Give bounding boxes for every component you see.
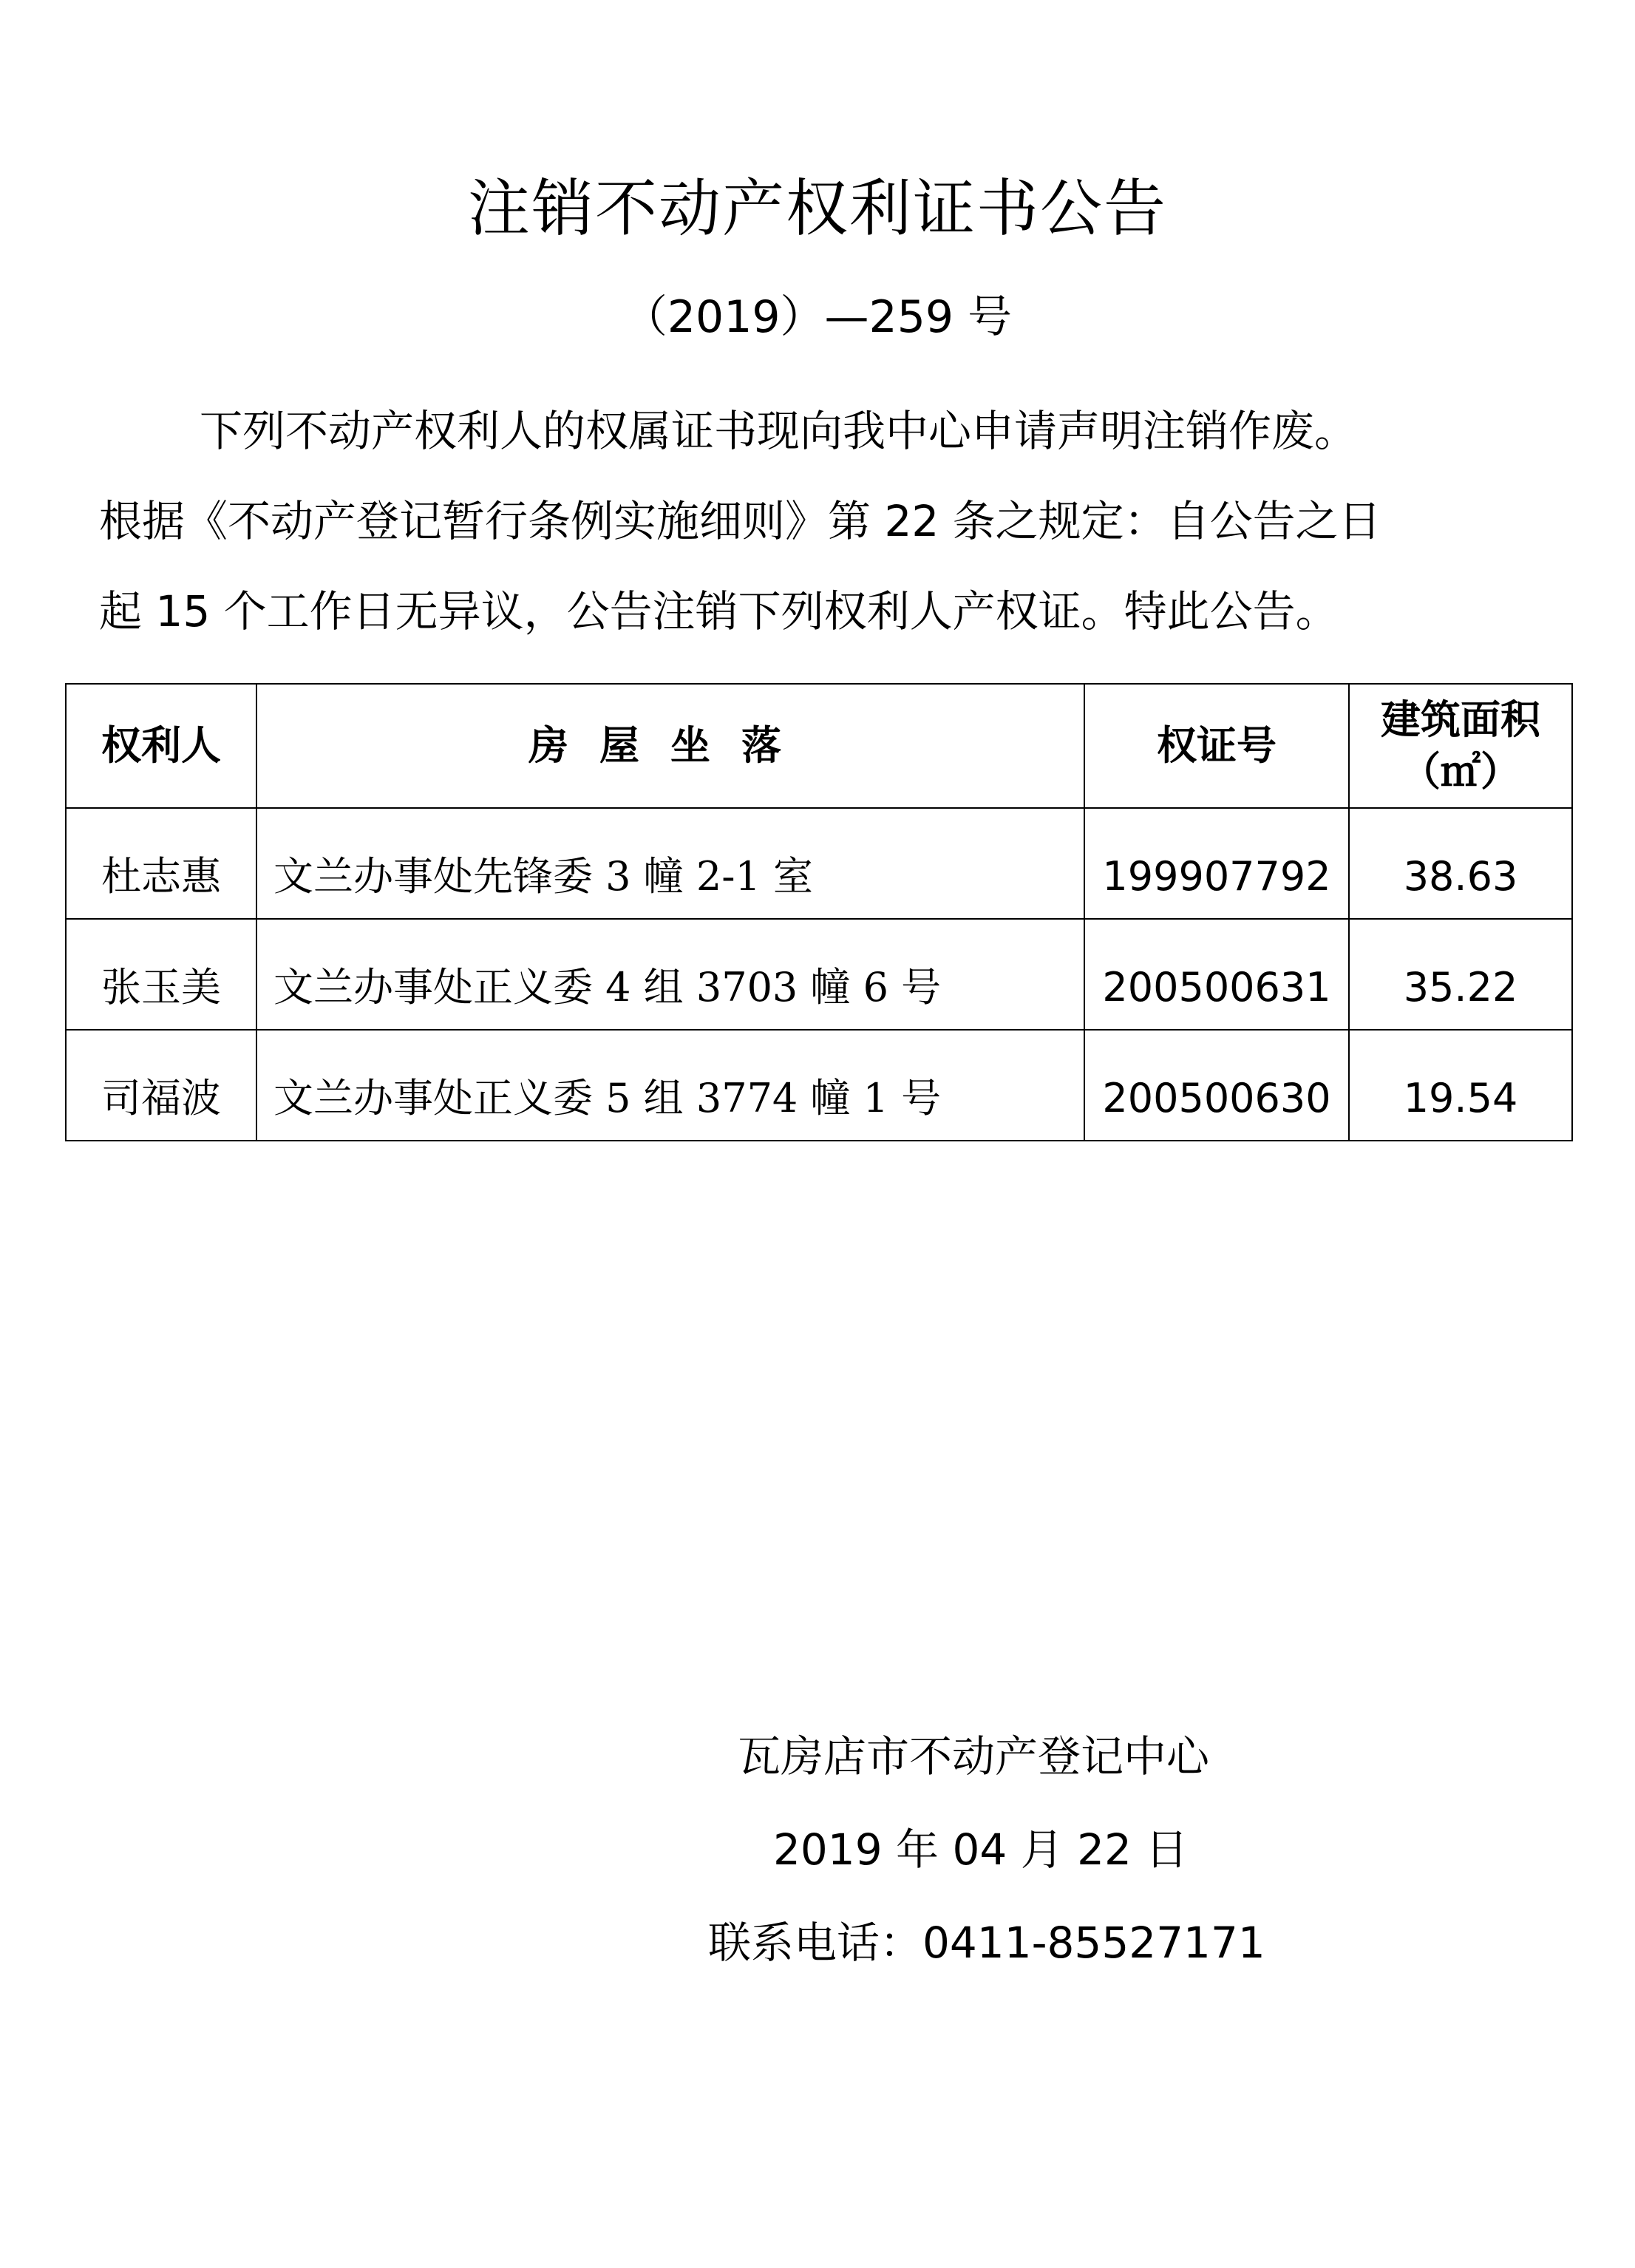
header-owner: 权利人 [66,684,256,808]
header-location [256,684,1084,808]
paragraph-line-2: 根据《不动产登记暂行条例实施细则》第 22 条之规定：自公告之日 [99,496,1381,546]
cell-location: 文兰办事处正义委 5 组 3774 幢 1 号 [256,1030,1084,1141]
cell-location: 文兰办事处正义委 4 组 3703 幢 6 号 [256,919,1084,1030]
issue-date: 2019 年 04 月 22 日 [773,1824,1189,1875]
paragraph-line-3: 起 15 个工作日无异议，公告注销下列权利人产权证。特此公告。 [99,586,1339,636]
cell-owner: 张玉美 [66,919,256,1030]
table-header-row [66,684,1572,808]
cell-owner: 司福波 [66,1030,256,1141]
document-number: （2019）—259 号 [622,291,1013,343]
table-row [66,1030,1572,1141]
header-cert-no: 权证号 [1084,684,1349,808]
cell-location: 文兰办事处先锋委 3 幢 2-1 室 [256,808,1084,919]
cell-area: 38.63 [1349,808,1572,919]
header-location-label: 房屋坐落 [528,722,812,769]
header-area-unit: （㎡） [1401,748,1520,795]
document-title: 注销不动产权利证书公告 [467,172,1167,245]
cell-cert-no: 199907792 [1084,808,1349,919]
records-table [65,683,1573,1141]
header-area-label: 建筑面积 [1381,696,1540,743]
header-area [1349,684,1572,808]
cell-cert-no: 200500630 [1084,1030,1349,1141]
cell-owner: 杜志惠 [66,808,256,919]
issuing-organization: 瓦房店市不动产登记中心 [738,1731,1210,1782]
cell-area: 19.54 [1349,1030,1572,1141]
contact-phone: 联系电话：0411-85527171 [708,1918,1265,1968]
table-row [66,808,1572,919]
cell-cert-no: 200500631 [1084,919,1349,1030]
announcement-paragraph [99,386,1548,656]
cell-area: 35.22 [1349,919,1572,1030]
paragraph-line-1: 下列不动产权利人的权属证书现向我中心申请声明注销作废。 [200,406,1358,456]
table-row [66,919,1572,1030]
